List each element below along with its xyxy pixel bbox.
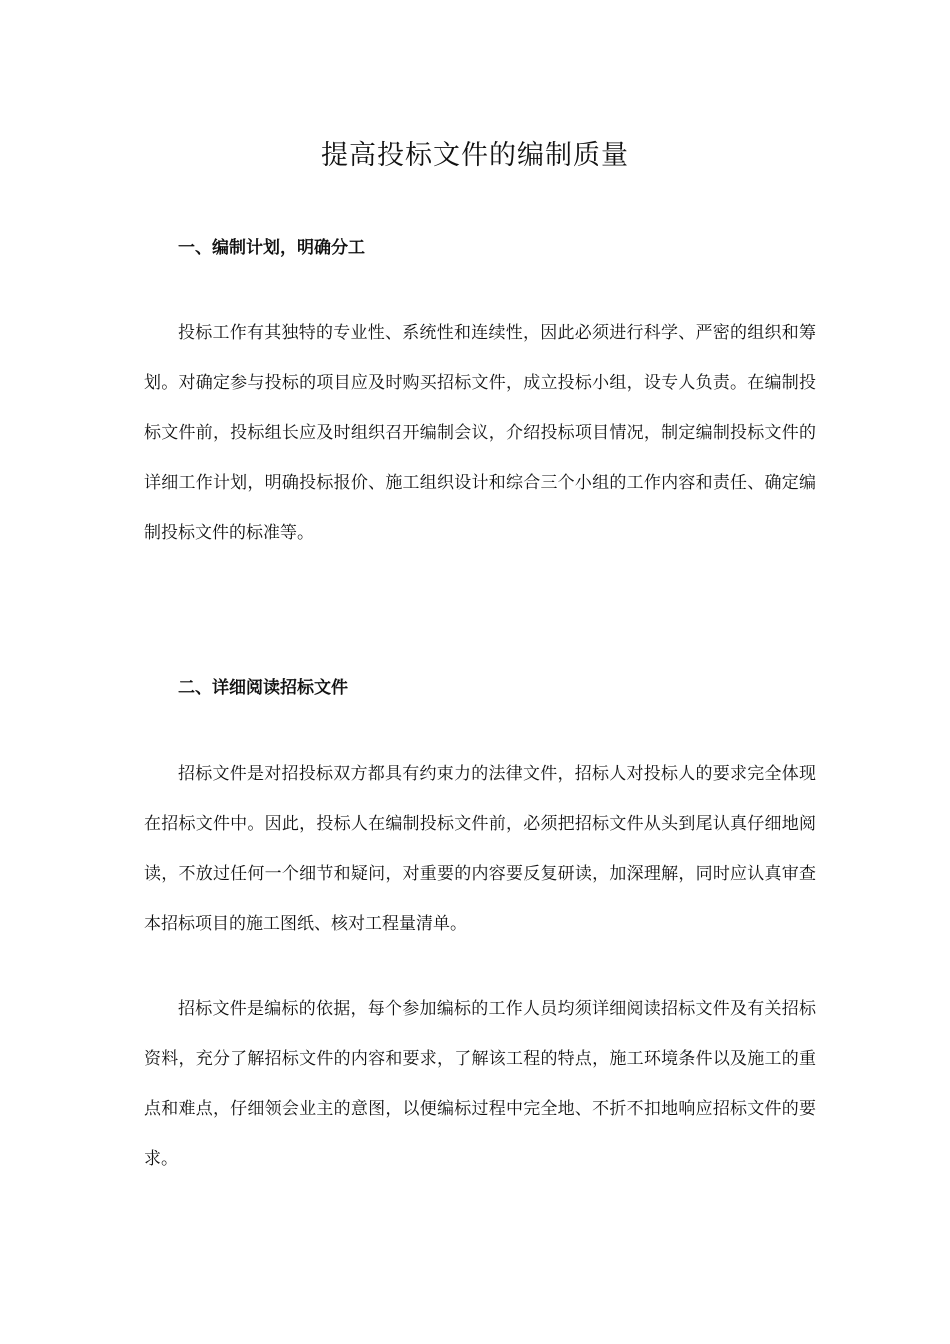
section-heading-1: 一、编制计划，明确分工 [178, 238, 365, 258]
section-2-paragraph-2: 招标文件是编标的依据，每个参加编标的工作人员均须详细阅读招标文件及有关招标资料，充分了解招标文件的内容和要求，了解该工程的特点，施工环境条件以及施工的重点和难点，仔细领会业主的意图，以便编标过程中完全地、不折不扣地响应招标文件的要求。 [144, 999, 816, 1169]
section-1-paragraph-1: 投标工作有其独特的专业性、系统性和连续性，因此必须进行科学、严密的组织和筹划。对确定参与投标的项目应及时购买招标文件，成立投标小组，设专人负责。在编制投标文件前，投标组长应及时组织召开编制会议，介绍投标项目情况，制定编制投标文件的详细工作计划，明确投标报价、施工组织设计和综合三个小组的工作内容和责任、确定编制投标文件的标准等。 [144, 323, 816, 543]
section-heading-2: 二、详细阅读招标文件 [178, 678, 348, 698]
section-2-paragraph-1: 招标文件是对招投标双方都具有约束力的法律文件，招标人对投标人的要求完全体现在招标文件中。因此，投标人在编制投标文件前，必须把招标文件从头到尾认真仔细地阅读，不放过任何一个细节和疑问，对重要的内容要反复研读，加深理解，同时应认真审查本招标项目的施工图纸、核对工程量清单。 [144, 764, 816, 934]
document-title: 提高投标文件的编制质量 [321, 140, 629, 171]
